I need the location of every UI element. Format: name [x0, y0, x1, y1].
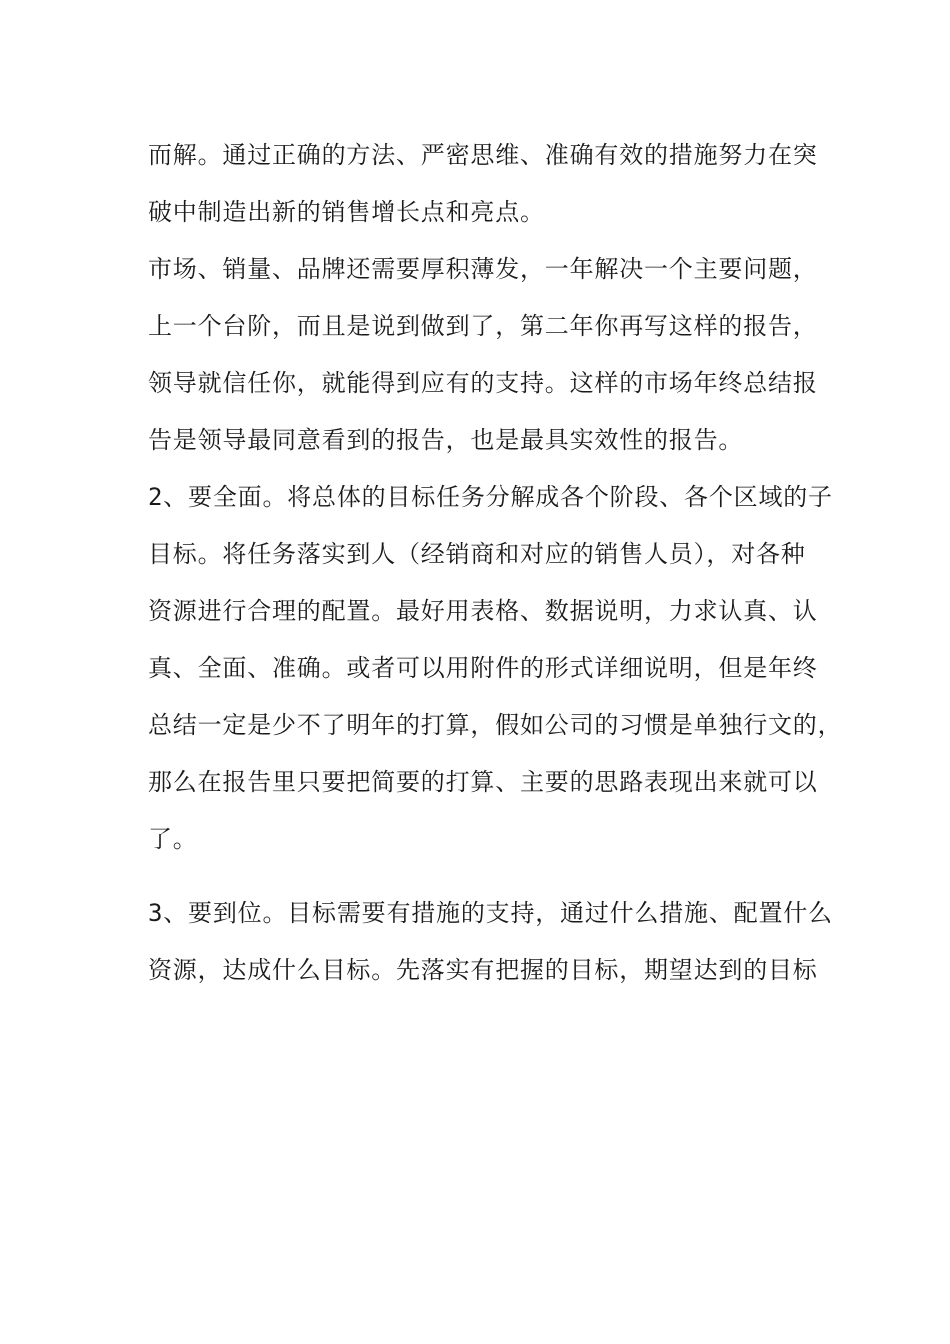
- text-line: 资源进行合理的配置。最好用表格、数据说明，力求认真、认: [148, 597, 818, 625]
- text-line: 那么在报告里只要把简要的打算、主要的思路表现出来就可以: [148, 768, 818, 796]
- text-line: 市场、销量、品牌还需要厚积薄发，一年解决一个主要问题，: [148, 255, 818, 283]
- text-line: 资源，达成什么目标。先落实有把握的目标，期望达到的目标: [148, 956, 818, 984]
- text-line: 总结一定是少不了明年的打算，假如公司的习惯是单独行文的，: [148, 711, 843, 739]
- text-line: 而解。通过正确的方法、严密思维、准确有效的措施努力在突: [148, 141, 818, 169]
- text-line: 了。: [148, 825, 198, 853]
- text-line: 上一个台阶，而且是说到做到了，第二年你再写这样的报告，: [148, 312, 818, 340]
- text-line: 3、要到位。目标需要有措施的支持，通过什么措施、配置什么: [148, 899, 833, 927]
- text-line: 目标。将任务落实到人（经销商和对应的销售人员），对各种: [148, 540, 806, 568]
- text-line: 破中制造出新的销售增长点和亮点。: [148, 198, 545, 226]
- document-body: [148, 131, 843, 994]
- text-line: 告是领导最同意看到的报告，也是最具实效性的报告。: [148, 426, 744, 454]
- text-line: 真、全面、准确。或者可以用附件的形式详细说明，但是年终: [148, 654, 818, 682]
- text-line: 2、要全面。将总体的目标任务分解成各个阶段、各个区域的子: [148, 483, 833, 511]
- text-line: 领导就信任你，就能得到应有的支持。这样的市场年终总结报: [148, 369, 818, 397]
